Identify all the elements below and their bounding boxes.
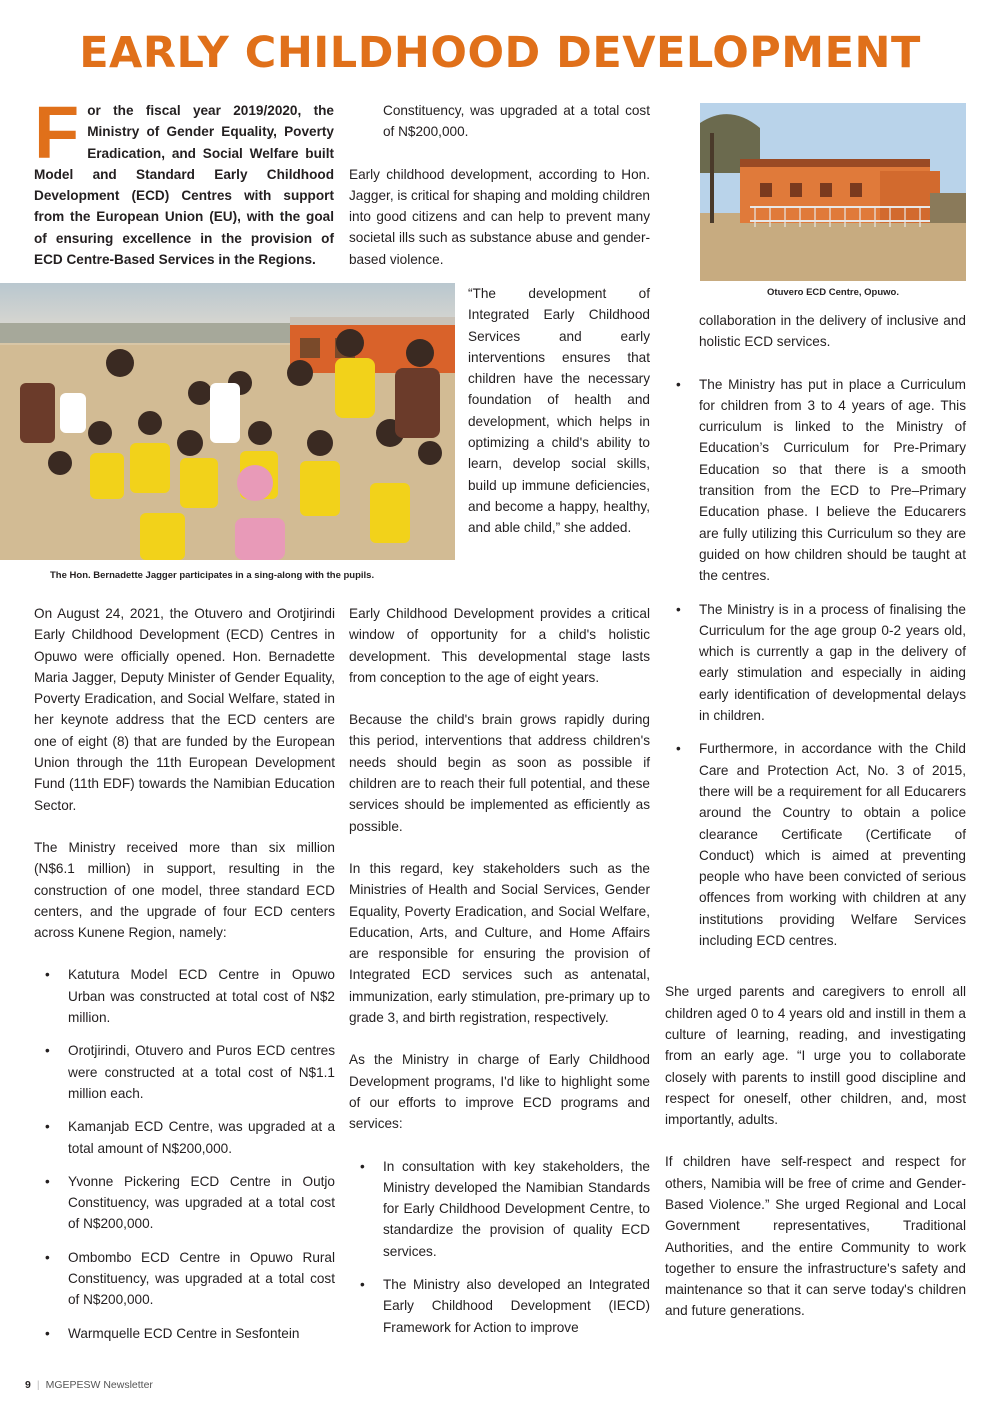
footer-separator: | — [36, 1379, 40, 1391]
ministry-actions-list — [665, 374, 966, 952]
right-photo — [700, 103, 966, 281]
col2-paragraph-4: As the Ministry in charge of Early Childhood Development programs, I'd like to highlight some of our efforts to improve ECD programs and services: — [349, 1052, 650, 1132]
list-item: • Warmquelle ECD Centre in Sesfontein — [34, 1323, 335, 1344]
kunene-centres-list — [34, 964, 335, 1343]
intro-paragraph — [34, 91, 334, 270]
intro-text: or the fiscal year 2019/2020, the Ministry of Gender Equality, Poverty Eradication, and Social Welfare built Model and Standard Early Childhood Development (ECD) Centres with support from the European Union (EU), with the goal of ensuring excellence in the provision of ECD Centre-Based Services in the Regions. — [34, 103, 334, 268]
main-photo — [0, 283, 455, 560]
col3-continued-text: collaboration in the delivery of inclusive and holistic ECD services. — [699, 313, 966, 350]
drop-cap: F — [34, 91, 80, 174]
sing-along-photo-image — [0, 283, 455, 560]
list-item: • Kamanjab ECD Centre, was upgraded at a total amount of N$200,000. — [34, 1116, 335, 1159]
list-item: • In consultation with key stakeholders, the Ministry developed the Namibian Standards for Early Childhood Development Centre, to standardize the provision of quality ECD services. — [349, 1156, 650, 1262]
quote-block — [468, 283, 650, 560]
newsletter-name: MGEPESW Newsletter — [45, 1379, 153, 1391]
page-number: 9 — [25, 1379, 31, 1391]
ministry-efforts-list — [349, 1156, 650, 1338]
col1-paragraph-1: On August 24, 2021, the Otuvero and Orotjirindi Early Childhood Development (ECD) Centres in Opuwo were officially opened. Hon. Bernadette Maria Jagger, Deputy Minister of Gender Equality, Poverty Eradication, and Social Welfare, stated in her keynote address that the ECD centers are one of eight (8) that are funded by the European Union through the 11th European Development Fund (11th EDF) towards the Namibian Education Sector. — [34, 606, 335, 813]
col2-paragraph-3: In this regard, key stakeholders such as the Ministries of Health and Social Services, Gender Equality, Poverty Eradication, and Social Welfare, Education, Arts, and Culture, and Home Affairs are responsible for ensuring the provision of Integrated ECD services such as antenatal, immunization, early stimulation, pre-primary up to grade 3, and birth registration, respectively. — [349, 860, 650, 1026]
col2-top — [349, 100, 650, 291]
col2-paragraph-2: Because the child's brain grows rapidly during this period, interventions that address children's needs should begin as soon as possible if children are to reach their full potential, and these services should be implemented as efficiently as possible. — [349, 712, 650, 834]
col2-body — [349, 603, 650, 1350]
col1-body — [34, 603, 335, 1356]
list-item: • The Ministry has put in place a Curriculum for children from 3 to 4 years of age. This curriculum is linked to the Ministry of Education’s Curriculum for Pre-Primary Education so that there is a smooth transition from the ECD to Pre–Primary Education phase. I believe the Educarers are fully utilizing this Curriculum so they are guided on how children should be taught at the centres. — [665, 374, 966, 587]
list-item: • Katutura Model ECD Centre in Opuwo Urban was constructed at total cost of N$2 million. — [34, 964, 335, 1028]
otuvero-centre-photo-image — [700, 103, 966, 281]
col3-paragraph-2: If children have self-respect and respect for others, Namibia will be free of crime and Gender-Based Violence.” She urged Regional and Local Government representatives, Traditional Authorities, and the entire Community to work together to ensure the infrastructure's safety and maintenance so that it can serve today's children and future generations. — [665, 1154, 966, 1319]
col2-continued-text: Constituency, was upgraded at a total cost of N$200,000. — [383, 103, 650, 140]
col1-paragraph-2: The Ministry received more than six million (N$6.1 million) in support, resulting in the construction of one model, three standard ECD centers, and the upgrade of four ECD centers across Kunene Region, namely: — [34, 839, 335, 941]
right-photo-caption: Otuvero ECD Centre, Opuwo. — [767, 287, 899, 298]
main-photo-caption: The Hon. Bernadette Jagger participates in a sing-along with the pupils. — [50, 570, 375, 581]
list-item: • The Ministry also developed an Integrated Early Childhood Development (IECD) Framework for Action to improve — [349, 1274, 650, 1338]
list-item: • Furthermore, in accordance with the Child Care and Protection Act, No. 3 of 2015, there will be a requirement for all Educarers around the Country to obtain a police clearance Certificate (Certificate of Conduct) which is aimed at preventing people who have been convicted of serious offences from working with children at any institutions providing Welfare Services including ECD centres. — [665, 738, 966, 951]
quote-text: “The development of Integrated Early Childhood Services and early interventions ensures that children have the necessary foundation of health and development, which helps in optimizing a child's ability to learn, develop social skills, build up immune deficiencies, and become a happy, healthy, and able child,” she added. — [468, 286, 650, 536]
col3-body — [665, 310, 966, 1343]
page-title: EARLY CHILDHOOD DEVELOPMENT — [79, 28, 921, 78]
list-item: • Ombombo ECD Centre in Opuwo Rural Constituency, was upgraded at a total cost of N$200,000. — [34, 1247, 335, 1311]
col2-paragraph-1: Early Childhood Development provides a critical window of opportunity for a child's holistic development. This developmental stage lasts from conception to the age of eight years. — [349, 606, 650, 685]
list-item: • Orotjirindi, Otuvero and Puros ECD centres were constructed at a total cost of N$1.1 million each. — [34, 1040, 335, 1104]
col2-jagger-paragraph: Early childhood development, according to Hon. Jagger, is critical for shaping and molding children into good citizens and can help to prevent many societal ills such as substance abuse and gender-based violence. — [349, 166, 650, 267]
list-item: • Yvonne Pickering ECD Centre in Outjo Constituency, was upgraded at a total cost of N$200,000. — [34, 1171, 335, 1235]
list-item: • The Ministry is in a process of finalising the Curriculum for the age group 0-2 years old, which is currently a gap in the delivery of early stimulation and especially in aiding early identification of developmental delays in children. — [665, 599, 966, 727]
col3-paragraph-1: She urged parents and caregivers to enroll all children aged 0 to 4 years old and instill in them a culture of learning, reading, and investigating from an early age. “I urge you to collaborate closely with parents to instill good discipline and respect for oneself, other children, and, most importantly, adults. — [665, 984, 966, 1128]
page-footer — [25, 1379, 153, 1391]
